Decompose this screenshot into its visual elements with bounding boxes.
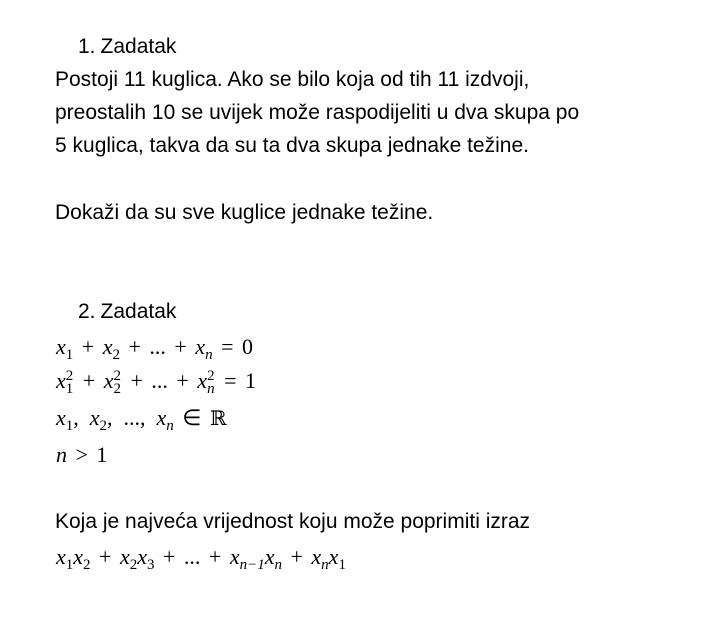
task2-heading	[78, 299, 176, 325]
expression: $x_1x_2 + x_2x_3$ + ... + $x_{n-1}x_n + x_nx_1$	[56, 544, 346, 573]
task2-question: Koja je najveća vrijednost koju može poprimiti izraz	[55, 510, 531, 533]
task1-number: 1.	[78, 35, 96, 58]
equation-sum: $x_1 + x_2$ + ... + $x_n = 0$	[56, 334, 253, 363]
condition-n: n > 1	[56, 442, 108, 467]
task2-number: 2.	[78, 300, 96, 323]
equation-sum-of-squares: x 2 1 + x 2 2 + ... + x 2 n = 1	[56, 367, 256, 397]
task1-text-line-3: 5 kuglica, takva da su ta dva skupa jednake težine.	[55, 134, 529, 157]
variables-domain: $x_1$, $x_2$, ..., $x_n$ ∈ ℝ	[56, 405, 227, 434]
task1-heading	[78, 34, 176, 60]
task2-title: Zadatak	[100, 300, 177, 323]
task1-title: Zadatak	[100, 35, 177, 58]
task1-text-line-1: Postoji 11 kuglica. Ako se bilo koja od tih 11 izdvoji,	[55, 68, 530, 91]
task1-text-line-2: preostalih 10 se uvijek može raspodijeliti u dva skupa po	[55, 101, 580, 124]
task1-question: Dokaži da su sve kuglice jednake težine.	[55, 201, 434, 224]
